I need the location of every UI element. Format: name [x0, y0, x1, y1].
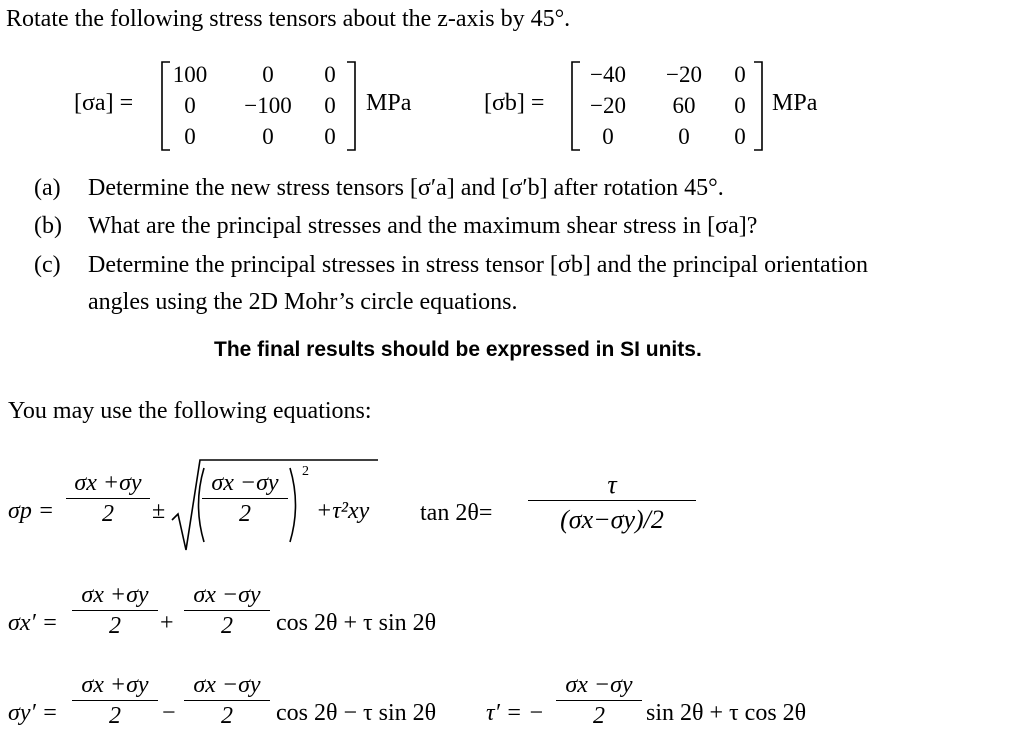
eq1-diff-bar [202, 498, 288, 499]
eq3-diff-fraction [184, 582, 270, 639]
eq3-sum-fraction [72, 582, 158, 639]
eq1-sum-numerator: σx +σy [74, 470, 142, 496]
eq1-plus-minus: ± [152, 498, 166, 524]
eq1-sum-fraction [66, 470, 150, 527]
eq1-lhs: σp = [8, 498, 55, 524]
tensor-a-right-bracket [345, 60, 357, 152]
eq5-lhs: τ′ = − [486, 700, 545, 726]
eq4-sum-bar [72, 700, 158, 701]
eq5-diff-bar [556, 700, 642, 701]
eq3-sum-denominator: 2 [109, 613, 121, 639]
eq3-diff-denominator: 2 [221, 613, 233, 639]
eq5-tail: sin 2θ + τ cos 2θ [646, 700, 807, 726]
eq1-right-paren [288, 466, 302, 544]
eq4-minus: − [162, 700, 176, 726]
equations-intro: You may use the following equations: [8, 398, 372, 424]
eq5-diff-numerator: σx −σy [565, 672, 633, 698]
eq2-fraction [528, 472, 696, 537]
tensor-b-unit: MPa [772, 90, 818, 116]
tensor-b-cell: 0 [678, 124, 690, 149]
eq3-plus: + [160, 610, 174, 636]
tensor-a-cell: 0 [262, 124, 274, 149]
part-b-text: What are the principal stresses and the maximum shear stress in [σa]? [88, 213, 758, 239]
tensor-b-cell: 0 [734, 124, 746, 149]
tensor-b-right-bracket [752, 60, 764, 152]
tensor-a-cell: 0 [324, 124, 336, 149]
tensor-b-cell: −20 [590, 93, 626, 118]
eq4-diff-numerator: σx −σy [193, 672, 261, 698]
eq4-sum-denominator: 2 [109, 703, 121, 729]
tensor-a-cell: 0 [262, 62, 274, 87]
eq3-sum-numerator: σx +σy [81, 582, 149, 608]
eq3-lhs: σx′ = [8, 610, 58, 636]
tensor-a-cell: 0 [324, 93, 336, 118]
eq1-diff-fraction [202, 470, 288, 527]
eq2-bar [528, 500, 696, 501]
eq3-tail: cos 2θ + τ sin 2θ [276, 610, 437, 636]
eq3-diff-numerator: σx −σy [193, 582, 261, 608]
eq4-lhs: σy′ = [8, 700, 58, 726]
eq4-diff-denominator: 2 [221, 703, 233, 729]
part-b-marker: (b) [34, 213, 62, 239]
tensor-a-cell: 0 [184, 124, 196, 149]
eq1-sum-denominator: 2 [102, 501, 114, 527]
eq4-sum-fraction [72, 672, 158, 729]
eq1-square-exponent: 2 [302, 464, 309, 479]
eq3-sum-bar [72, 610, 158, 611]
eq1-sum-bar [66, 498, 150, 499]
si-units-note: The final results should be expressed in SI units. [214, 338, 702, 361]
tensor-b-cell: 60 [672, 93, 696, 118]
tensor-a-label: [σa] = [74, 90, 134, 116]
eq2-denominator: (σx−σy)/2 [560, 505, 664, 534]
intro-text: Rotate the following stress tensors about the z-axis by 45°. [6, 6, 571, 32]
tensor-a-cell: −100 [244, 93, 292, 118]
eq1-diff-numerator: σx −σy [211, 470, 279, 496]
part-c-text-continued: angles using the 2D Mohr’s circle equations. [88, 289, 518, 315]
tensor-b-cell: 0 [734, 93, 746, 118]
tensor-a-cell: 100 [172, 62, 208, 87]
eq1-diff-denominator: 2 [239, 501, 251, 527]
eq4-sum-numerator: σx +σy [81, 672, 149, 698]
eq2-numerator: τ [607, 470, 617, 499]
part-a-text: Determine the new stress tensors [σ′a] and [σ′b] after rotation 45°. [88, 175, 724, 201]
tensor-a-cell: 0 [184, 93, 196, 118]
tensor-a-unit: MPa [366, 90, 412, 116]
tensor-b-cell: −40 [590, 62, 626, 87]
eq2-lhs: tan 2θ= [420, 500, 493, 526]
eq5-diff-denominator: 2 [593, 703, 605, 729]
tensor-b-label: [σb] = [484, 90, 545, 116]
part-c-marker: (c) [34, 252, 61, 278]
tensor-b-cell: −20 [666, 62, 702, 87]
eq1-tau-term: +τ²xy [316, 498, 370, 524]
part-a-marker: (a) [34, 175, 61, 201]
eq4-diff-bar [184, 700, 270, 701]
tensor-a-cell: 0 [324, 62, 336, 87]
eq5-diff-fraction [556, 672, 642, 729]
eq4-diff-fraction [184, 672, 270, 729]
eq4-tail: cos 2θ − τ sin 2θ [276, 700, 437, 726]
tensor-b-cell: 0 [734, 62, 746, 87]
part-c-text: Determine the principal stresses in stress tensor [σb] and the principal orientation [88, 252, 869, 278]
tensor-b-cell: 0 [602, 124, 614, 149]
eq3-diff-bar [184, 610, 270, 611]
